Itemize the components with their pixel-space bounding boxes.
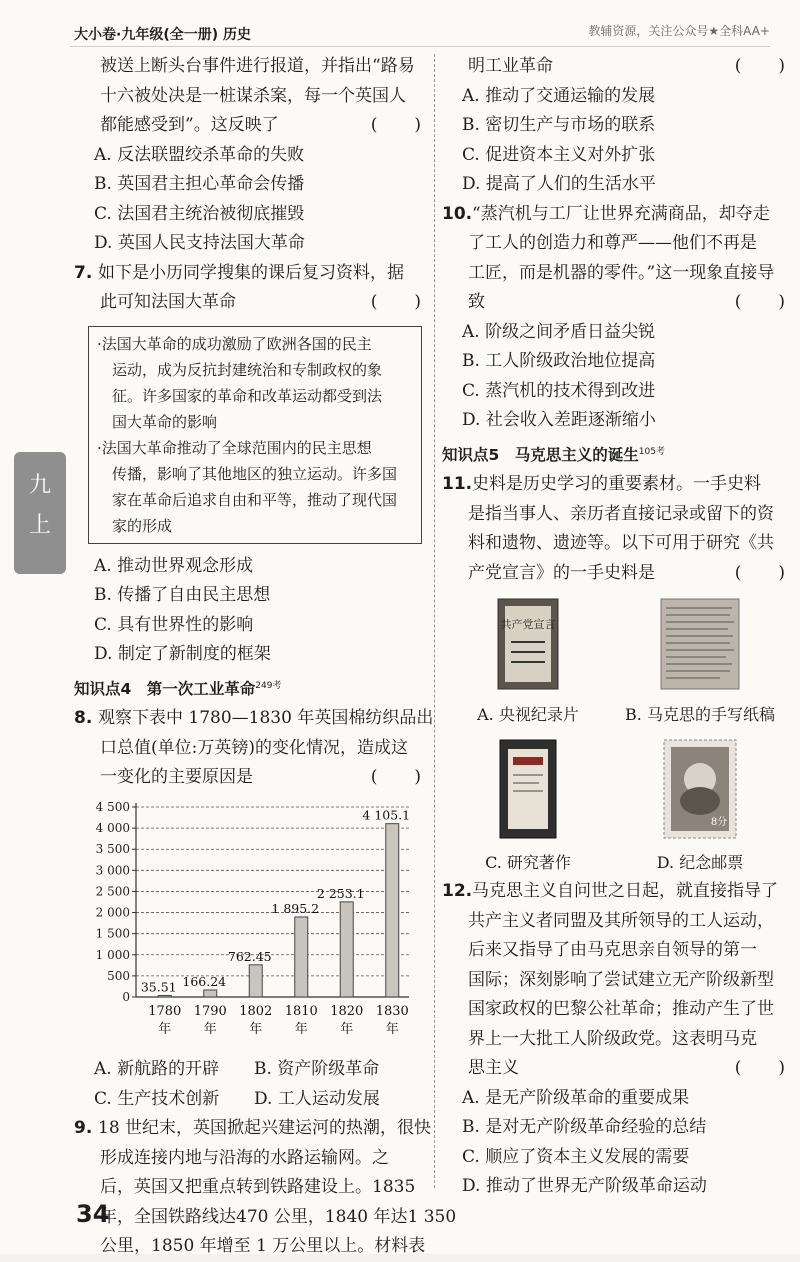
q8-stem	[74, 704, 434, 734]
q9-text: 明工业革命	[468, 56, 553, 76]
answer-paren: ( )	[734, 562, 786, 583]
q7-stem	[74, 259, 422, 289]
q12-option-d: D. 推动了世界无产阶级革命运动	[462, 1176, 707, 1197]
header-rule	[70, 46, 770, 47]
page-number: 34	[76, 1200, 110, 1228]
q10-text: 致	[468, 292, 485, 312]
bar	[158, 995, 171, 996]
q6-option-b: B. 英国君主担心革命会传播	[94, 174, 305, 194]
y-tick-label: 1 000	[95, 947, 130, 962]
kp4-label: 知识点4 第一次工业革命	[74, 679, 256, 698]
x-tick-label: 1830	[375, 1003, 409, 1019]
q11-choice-a	[442, 598, 614, 729]
q9-number: 9.	[74, 1118, 93, 1139]
side-tab-char-2: 上	[28, 513, 51, 538]
q8-option-c: C. 生产技术创新	[94, 1088, 220, 1109]
q10-stem	[442, 200, 786, 230]
y-tick-label: 1 500	[95, 926, 130, 941]
q12-option-b: B. 是对无产阶级革命经验的总结	[462, 1117, 707, 1138]
knowledge-point-4	[74, 672, 422, 705]
q6-option-a: A. 反法联盟绞杀革命的失败	[94, 144, 305, 165]
bar	[386, 823, 399, 996]
q12-stem-line	[442, 1054, 786, 1084]
answer-paren: ( )	[370, 292, 422, 312]
q11-caption-c: C. 研究著作	[485, 853, 571, 873]
q8-stem-line: 口总值(单位:万英镑)的变化情况，造成这	[100, 737, 408, 758]
y-tick-label: 4 500	[95, 799, 130, 814]
q9-stem-line: 后，英国又把重点转到铁路建设上。1835	[100, 1177, 416, 1198]
q12-option-c: C. 顺应了资本主义发展的需要	[462, 1146, 690, 1167]
q10-number: 10.	[442, 203, 473, 224]
q12-stem-line: 界上一大批工人阶级政党。这表明马克	[468, 1028, 757, 1049]
cotton-export-chart	[74, 797, 422, 1045]
q8-number: 8.	[74, 708, 93, 729]
q10-option-b: B. 工人阶级政治地位提高	[462, 351, 656, 371]
q9-cont-line	[442, 52, 786, 82]
q9-stem-line: 年，全国铁路线达470 公里，1840 年达1 350	[100, 1206, 457, 1227]
x-tick-suffix: 年	[340, 1021, 354, 1037]
q11-choice-b	[614, 598, 786, 729]
answer-paren: ( )	[370, 115, 422, 135]
y-tick-label: 500	[107, 968, 130, 983]
q11-stem-line	[442, 559, 786, 589]
q8-options-row	[74, 1055, 422, 1085]
y-tick-label: 2 500	[95, 884, 130, 899]
q9-stem-line: 公里，1850 年增至 1 万公里以上。材料表	[100, 1236, 426, 1257]
q6-text: 都能感受到”。这反映了	[100, 115, 279, 135]
box-line: 家的形成	[97, 516, 173, 535]
q7-option-d: D. 制定了新制度的框架	[94, 644, 271, 664]
handwritten-manuscript-image	[660, 598, 740, 690]
kp4-count: 249考	[255, 680, 282, 691]
q7-text: 此可知法国大革命	[100, 292, 236, 312]
knowledge-point-5	[442, 438, 786, 471]
q12-number: 12.	[442, 881, 473, 902]
q12-text: 思主义	[468, 1058, 519, 1079]
q6-text-line	[74, 111, 422, 141]
answer-paren: ( )	[370, 767, 422, 788]
q10-option-d: D. 社会收入差距逐渐缩小	[462, 410, 656, 430]
research-book-image	[499, 739, 557, 839]
left-column	[74, 52, 457, 1262]
q12-text: 马克思主义自问世之日起，就直接指导了	[472, 881, 778, 902]
x-tick-suffix: 年	[385, 1021, 399, 1037]
stamp-value: 8分	[710, 816, 728, 828]
bar-value-label: 2 253.1	[316, 885, 365, 901]
book-cover-title: 共产党宣言	[500, 618, 556, 632]
q8-option-a: A. 新航路的开辟	[94, 1059, 220, 1080]
q8-options-row	[74, 1085, 422, 1115]
q7-stem-line	[74, 288, 422, 318]
commemorative-stamp-image	[663, 739, 737, 839]
header-promo: 教辅资源，关注公众号★全科AA+	[588, 24, 770, 38]
q7-option-b: B. 传播了自由民主思想	[94, 585, 271, 605]
bar-value-label: 166.24	[182, 973, 227, 989]
q7-text: 如下是小历同学搜集的课后复习资料，据	[98, 262, 404, 283]
q11-caption-a: A. 央视纪录片	[477, 704, 579, 724]
x-tick-label: 1780	[148, 1003, 182, 1019]
box-line: ·法国大革命推动了全球范围内的民主思想	[97, 438, 372, 457]
q9-text: 18 世纪末，英国掀起兴建运河的热潮，很快	[98, 1118, 432, 1139]
q7-number: 7.	[74, 262, 93, 283]
bar-value-label: 35.51	[140, 979, 177, 995]
x-tick-label: 1810	[284, 1003, 318, 1019]
y-tick-label: 3 500	[95, 841, 130, 856]
answer-paren: ( )	[734, 292, 786, 312]
q8-option-b: B. 资产阶级革命	[254, 1059, 380, 1080]
q11-choice-d	[614, 739, 786, 878]
bar	[204, 990, 217, 997]
y-tick-label: 0	[122, 989, 130, 1004]
q11-caption-b: B. 马克思的手写纸稿	[625, 704, 775, 724]
q12-stem	[442, 877, 786, 907]
answer-paren: ( )	[734, 56, 786, 76]
q9-option-c: C. 促进资本主义对外扩张	[462, 144, 656, 165]
kp5-count: 105考	[638, 446, 665, 457]
x-tick-label: 1790	[193, 1003, 227, 1019]
q9-option-b: B. 密切生产与市场的联系	[462, 115, 656, 135]
q10-option-c: C. 蒸汽机的技术得到改进	[462, 380, 656, 401]
bar-value-label: 4 105.1	[362, 807, 411, 823]
q10-option-a: A. 阶级之间矛盾日益尖锐	[462, 321, 656, 342]
q12-stem-line: 国家政权的巴黎公社革命；推动产生了世	[468, 999, 774, 1020]
q11-text: 产党宣言》的一手史料是	[468, 562, 655, 583]
q12-stem-line: 共产主义者同盟及其所领导的工人运动，	[468, 910, 774, 931]
q11-caption-d: D. 纪念邮票	[656, 853, 744, 873]
bar	[249, 964, 262, 996]
bar	[295, 917, 308, 997]
q10-stem-line	[442, 288, 786, 318]
x-tick-label: 1802	[239, 1003, 273, 1019]
x-tick-suffix: 年	[294, 1021, 308, 1037]
box-line: 运动，成为反抗封建统治和专制政权的象	[97, 360, 383, 379]
box-line: ·法国大革命的成功激励了欧洲各国的民主	[97, 334, 372, 353]
q6-option-d: D. 英国人民支持法国大革命	[94, 233, 305, 253]
q9-option-d: D. 提高了人们的生活水平	[462, 174, 656, 194]
side-tab-char-1: 九	[28, 473, 51, 498]
q12-stem-line: 后来又指导了由马克思亲自领导的第一	[468, 940, 757, 961]
y-tick-label: 4 000	[95, 820, 130, 835]
q12-stem-line: 国际；深刻影响了尝试建立无产阶级新型	[468, 969, 774, 990]
q11-images-row	[442, 598, 786, 729]
y-tick-label: 2 000	[95, 905, 130, 920]
q6-option-c: C. 法国君主统治被彻底摧毁	[94, 203, 305, 224]
x-tick-suffix: 年	[158, 1021, 172, 1037]
column-divider	[434, 54, 436, 1188]
book-title: 大小卷·九年级(全一册) 历史	[74, 27, 251, 43]
box-line: 传播，影响了其他地区的独立运动。许多国	[97, 464, 398, 483]
q11-number: 11.	[442, 474, 473, 495]
q10-stem-line: 了工人的创造力和尊严——他们不再是	[468, 233, 757, 253]
q8-stem-line	[74, 763, 422, 793]
q6-text-line: 被送上断头台事件进行报道，并指出“路易	[100, 56, 415, 76]
grade-side-tab	[14, 452, 66, 574]
q7-material-box	[88, 326, 422, 544]
q11-stem	[442, 470, 786, 500]
box-line: 国大革命的影响	[97, 412, 218, 431]
documentary-book-cover-image	[497, 598, 559, 690]
bar-value-label: 1 895.2	[271, 900, 320, 916]
answer-paren: ( )	[734, 1058, 786, 1079]
q12-option-a: A. 是无产阶级革命的重要成果	[462, 1087, 690, 1108]
x-tick-label: 1820	[330, 1003, 364, 1019]
q6-text-line: 十六被处决是一桩谋杀案，每一个英国人	[100, 85, 406, 106]
bar-value-label: 762.45	[227, 948, 272, 964]
q11-stem-line: 是指当事人、亲历者直接记录或留下的资	[468, 503, 774, 524]
x-tick-suffix: 年	[203, 1021, 217, 1037]
q7-option-c: C. 具有世界性的影响	[94, 614, 254, 635]
q8-text: 一变化的主要原因是	[100, 767, 253, 788]
q10-text: “蒸汽机与工厂让世界充满商品，却夺走	[472, 203, 770, 224]
q11-choice-c	[442, 739, 614, 878]
q9-stem	[74, 1114, 432, 1144]
q11-images-row	[442, 739, 786, 878]
q7-option-a: A. 推动世界观念形成	[94, 555, 254, 576]
q8-option-d: D. 工人运动发展	[254, 1088, 380, 1109]
y-tick-label: 3 000	[95, 862, 130, 877]
q9-stem-line: 形成连接内地与沿海的水路运输网。之	[100, 1147, 389, 1168]
q11-stem-line: 料和遗物、遗迹等。以下可用于研究《共	[468, 533, 774, 554]
box-line: 家在革命后追求自由和平等，推动了现代国	[97, 490, 398, 509]
q11-text: 史料是历史学习的重要素材。一手史料	[472, 474, 761, 495]
bar	[340, 902, 353, 997]
right-column	[442, 52, 786, 1202]
box-line: 征。许多国家的革命和改革运动都受到法	[97, 386, 383, 405]
q10-stem-line: 工匠，而是机器的零件。”这一现象直接导	[468, 262, 775, 283]
kp5-label: 知识点5 马克思主义的诞生	[442, 445, 639, 464]
x-tick-suffix: 年	[249, 1021, 263, 1037]
q9-option-a: A. 推动了交通运输的发展	[462, 85, 656, 106]
q8-text: 观察下表中 1780—1830 年英国棉纺织品出	[98, 708, 434, 729]
